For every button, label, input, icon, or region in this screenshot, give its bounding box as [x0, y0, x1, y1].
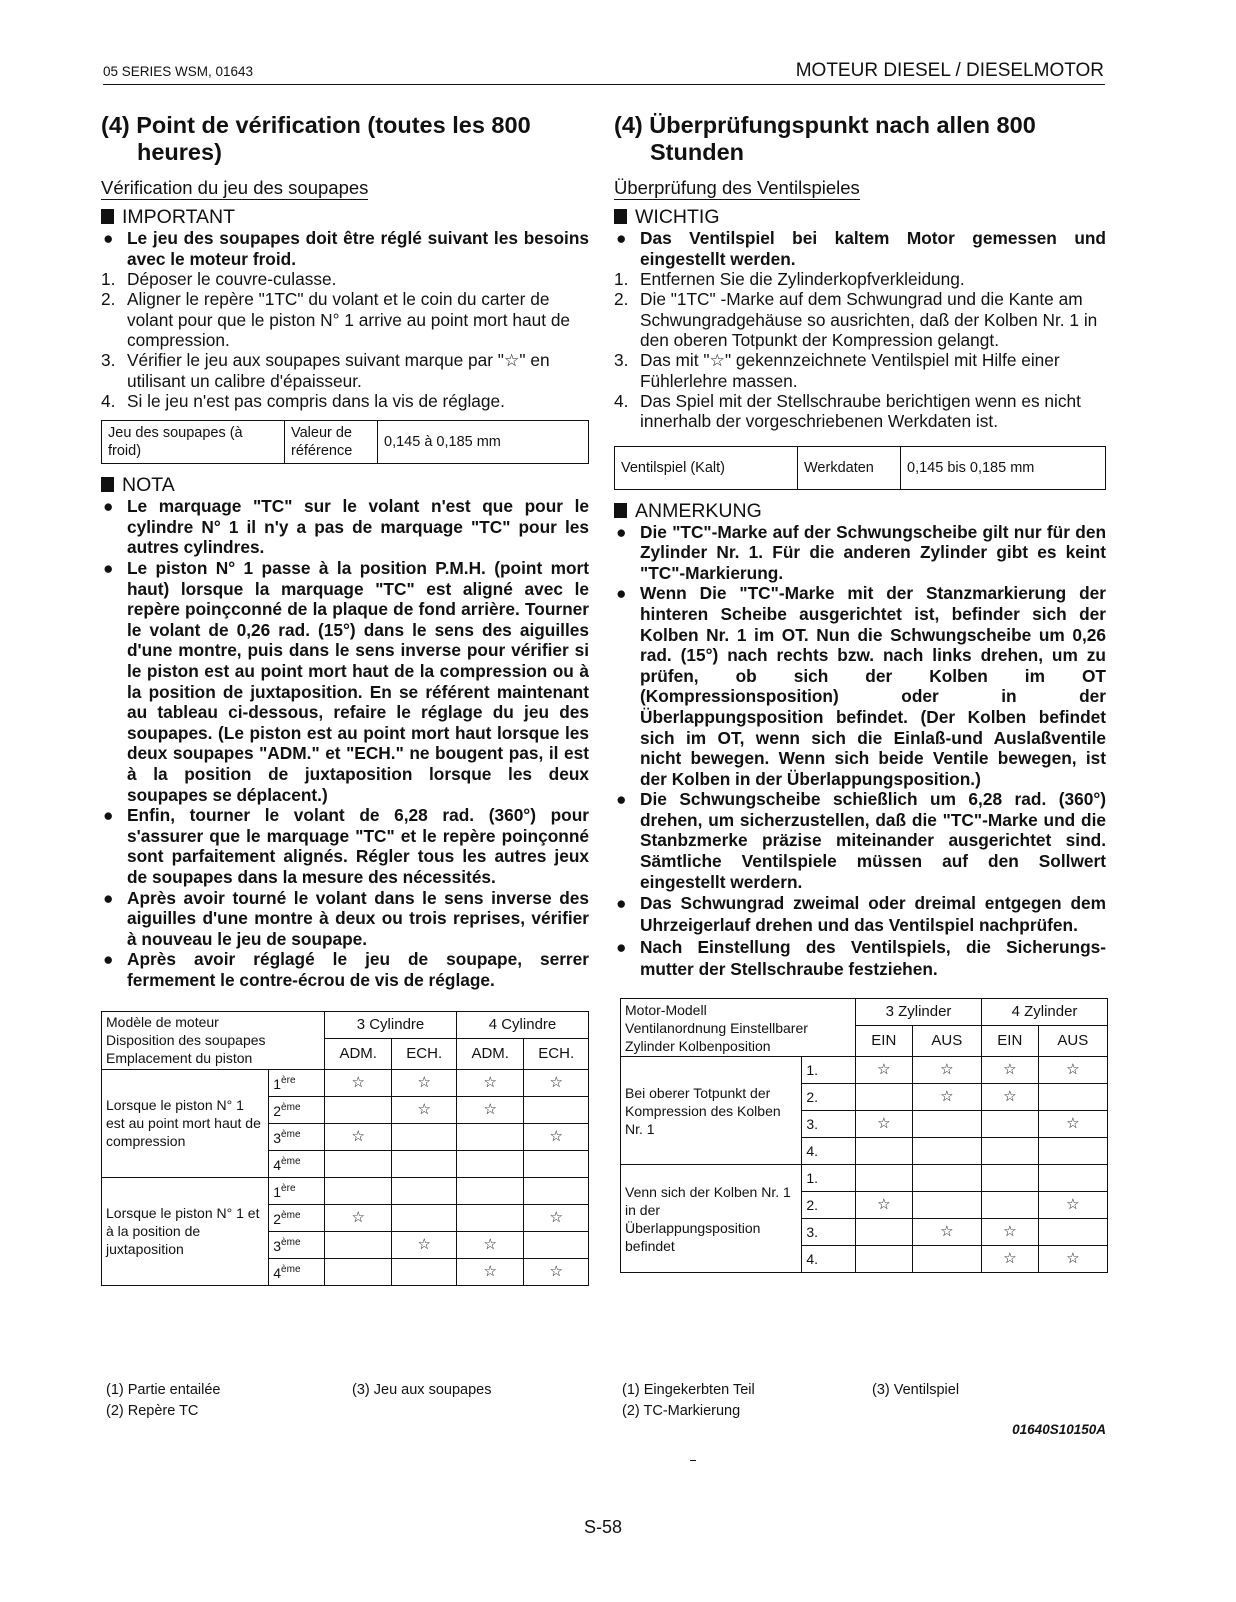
de-step: 1. Entfernen Sie die Zylinderkopfverkleidung.: [614, 269, 965, 290]
star-icon: ☆: [856, 1192, 913, 1219]
divider: [690, 1460, 696, 1461]
de-ordinal: 1.: [802, 1165, 856, 1192]
fr-col-adm: ADM.: [456, 1038, 523, 1069]
star-icon: ☆: [456, 1231, 523, 1258]
de-note: ● Die "TC"-Marke auf der Schwungscheibe gilt nur für den Zylinder Nr. 1. Für die anderen Zylinder gibt es keint "TC"-Markierung.: [616, 521, 1106, 583]
legend-item: (2) TC-Markierung: [622, 1403, 741, 1419]
fr-note-heading: NOTA: [101, 474, 589, 496]
de-step: 2. Die "1TC" -Marke auf dem Schwungrad und die Kante am Schwungradgehäuse so ausrichten, daß der Kolben Nr. 1 in den oberen Totpunkt der Kompression gelangt.: [614, 289, 1098, 351]
fr-ordinal: 2ème: [269, 1096, 325, 1123]
star-icon: ☆: [524, 1204, 589, 1231]
fr-ordinal: 2ème: [269, 1204, 325, 1231]
star-icon: ☆: [1038, 1057, 1107, 1084]
fr-group-tdc: Lorsque le piston N° 1 est au point mort haut de compression: [102, 1069, 269, 1177]
legend-item: (3) Ventilspiel: [872, 1382, 960, 1398]
fr-spec-value: 0,145 à 0,185 mm: [378, 421, 589, 464]
de-note-heading: ANMERKUNG: [614, 500, 1106, 522]
star-icon: ☆: [912, 1084, 981, 1111]
fr-subtitle: Vérification du jeu des soupapes: [101, 177, 369, 198]
de-spec-table: [614, 446, 1106, 490]
fr-legend-3: [352, 1380, 491, 1401]
de-table-header-left: Motor-ModellVentilanordnung EinstellbarerZylinder Kolbenposition: [621, 999, 856, 1057]
star-icon: ☆: [856, 1057, 913, 1084]
de-important-bullet: ● Das Ventilspiel bei kaltem Motor gemessen und eingestellt werden.: [616, 228, 1106, 269]
fr-spec-table: [101, 420, 589, 464]
fr-ordinal: 3ème: [269, 1123, 325, 1150]
star-icon: ☆: [1038, 1111, 1107, 1138]
fr-step: 2. Aligner le repère "1TC" du volant et le coin du carter de volant pour que le piston N° 1 arrive au point mort haut de compression.: [101, 289, 571, 351]
fr-group-overlap: Lorsque le piston N° 1 et à la position de juxtaposition: [102, 1177, 269, 1285]
fr-ordinal: 1ère: [269, 1177, 325, 1204]
de-note: ● Das Schwungrad zweimal oder dreimal entgegen dem Uhrzeigerlauf drehen und das Ventilspiel nachprüfen.: [616, 893, 1106, 936]
star-icon: ☆: [524, 1069, 589, 1096]
star-icon: ☆: [392, 1069, 457, 1096]
de-important-heading: WICHTIG: [614, 206, 1106, 228]
de-step: 3. Das mit "☆" gekennzeichnete Ventilspiel mit Hilfe einer Fühlerlehre massen.: [614, 350, 1060, 391]
square-bullet-icon: [614, 209, 627, 224]
star-icon: ☆: [524, 1258, 589, 1285]
page-number: S-58: [584, 1517, 623, 1537]
de-ordinal: 2.: [802, 1192, 856, 1219]
french-column: [101, 112, 589, 1286]
star-icon: ☆: [325, 1204, 392, 1231]
fr-step: 1. Déposer le couvre-culasse.: [101, 269, 337, 290]
legend-item: (3) Jeu aux soupapes: [352, 1382, 492, 1398]
fr-note: ● Le piston N° 1 passe à la position P.M.H. (point mort haut) lorsque la marquage "TC" est aligné avec le repère poinçconné de la plaque de fond arrière. Tourner le volant de 0,26 rad. (15°) dans le sens des aiguilles d'une montre, puis dans le sens inverse pour vérifier si le piston est au point mort haut de la compression ou à la position de juxtaposition. En se référent maintenant au tableau ci-dessous, refaire le réglage du jeu des soupapes. (Le piston est au point mort haut lorsque les deux soupapes "ADM." et "ECH." ne bougent pas, il est à la position de juxtaposition lorsque les deux soupapes se déplacent.): [103, 558, 589, 805]
de-legend-3: [872, 1380, 959, 1401]
de-group-tdc: Bei oberer Totpunkt der Kompression des Kolben Nr. 1: [621, 1057, 802, 1165]
fr-ordinal: 4ème: [269, 1258, 325, 1285]
de-spec-item: Ventilspiel (Kalt): [615, 446, 798, 489]
fr-ordinal: 1ère: [269, 1069, 325, 1096]
de-group-overlap: Venn sich der Kolben Nr. 1 in der Überlappungsposition befindet: [621, 1165, 802, 1273]
star-icon: ☆: [981, 1246, 1038, 1273]
de-ordinal: 3.: [802, 1219, 856, 1246]
fr-engine-3cyl: 3 Cylindre: [325, 1011, 457, 1038]
de-spec-ref: Werkdaten: [798, 446, 901, 489]
legend-item: (2) Repère TC: [106, 1403, 199, 1419]
star-icon: ☆: [392, 1096, 457, 1123]
de-engine-3cyl: 3 Zylinder: [856, 999, 982, 1026]
de-note: ● Wenn Die "TC"-Marke mit der Stanzmarkierung der hinteren Scheibe ausgerichtet ist, befinder sich der Kolben Nr. 1 im OT. Nun die Schwungscheibe um 0,26 rad. (15°) nach rechts bzw. nach links drehen, um zu prüfen, ob sich der Kolben im OT (Kompressionsposition) oder in der Überlappungsposition befindet. (Der Kolben befindet sich im OT, wenn sich die Einlaß-und Auslaßventile nicht bewegen. Wenn sich beide Ventile bewegen, ist der Kolben in der Überlappungsposition.): [616, 583, 1106, 789]
star-icon: ☆: [456, 1069, 523, 1096]
star-icon: ☆: [325, 1123, 392, 1150]
star-icon: ☆: [856, 1111, 913, 1138]
star-icon: ☆: [524, 1123, 589, 1150]
star-icon: ☆: [392, 1231, 457, 1258]
square-bullet-icon: [101, 209, 114, 224]
star-icon: ☆: [1038, 1192, 1107, 1219]
de-ordinal: 4.: [802, 1138, 856, 1165]
star-icon: ☆: [912, 1219, 981, 1246]
de-note: ● Nach Einstellung des Ventilspiels, die Sicherungs-mutter der Stellschraube festziehen.: [616, 937, 1106, 980]
de-ordinal: 4.: [802, 1246, 856, 1273]
star-icon: ☆: [912, 1057, 981, 1084]
de-title: (4) Überprüfungspunkt nach allen 800 Stunden: [614, 112, 1036, 165]
fr-table-header-left: Modèle de moteurDisposition des soupapesEmplacement du piston: [102, 1011, 325, 1069]
star-icon: ☆: [456, 1258, 523, 1285]
de-spec-value: 0,145 bis 0,185 mm: [901, 446, 1106, 489]
fr-note: ● Le marquage "TC" sur le volant n'est que pour le cylindre N° 1 il n'y a pas de marquage "TC" pour les autres cylindres.: [103, 496, 589, 558]
fr-ordinal: 3ème: [269, 1231, 325, 1258]
header-doc-id: 05 SERIES WSM, 01643: [103, 64, 254, 79]
fr-note: ● Après avoir réglagé le jeu de soupape, serrer fermement le contre-écrou de vis de réglage.: [103, 949, 589, 990]
de-ordinal: 3.: [802, 1111, 856, 1138]
de-col-aus: AUS: [912, 1026, 981, 1057]
de-legend: [622, 1380, 755, 1422]
legend-item: (1) Partie entailée: [106, 1382, 221, 1398]
legend-item: (1) Eingekerbten Teil: [622, 1382, 755, 1398]
header-rule: [103, 84, 1105, 85]
fr-step: 3. Vérifier le jeu aux soupapes suivant marque par "☆" en utilisant un calibre d'épaisseur.: [101, 350, 550, 391]
star-icon: ☆: [981, 1057, 1038, 1084]
fr-note: ● Après avoir tourné le volant dans le sens inverse des aiguilles d'une montre à deux ou trois reprises, vérifier à nouveau le jeu de soupape.: [103, 887, 589, 949]
de-note: ● Die Schwungscheibe schießlich um 6,28 rad. (360°) drehen, um sicherzustellen, daß die "TC"-Marke und die Stanbzmerke präzise miteinander ausgerichtet sind. Sämtliche Ventilspiele müssen auf den Sollwert eingestellt werdern.: [616, 789, 1106, 892]
star-icon: ☆: [981, 1084, 1038, 1111]
fr-engine-4cyl: 4 Cylindre: [456, 1011, 588, 1038]
document-code: 01640S10150A: [1012, 1422, 1106, 1437]
star-icon: ☆: [981, 1219, 1038, 1246]
german-column: [614, 112, 1106, 1273]
de-ordinal: 2.: [802, 1084, 856, 1111]
header-section-title: MOTEUR DIESEL / DIESELMOTOR: [795, 60, 1104, 81]
fr-important-heading: IMPORTANT: [101, 206, 589, 228]
fr-important-bullet: ● Le jeu des soupapes doit être réglé suivant les besoins avec le moteur froid.: [103, 228, 589, 269]
fr-legend: [106, 1380, 220, 1422]
fr-step: 4. Si le jeu n'est pas compris dans la vis de réglage.: [101, 390, 505, 411]
fr-valve-table: [101, 1011, 589, 1286]
de-ordinal: 1.: [802, 1057, 856, 1084]
star-icon: ☆: [456, 1096, 523, 1123]
fr-ordinal: 4ème: [269, 1150, 325, 1177]
square-bullet-icon: [101, 477, 114, 492]
fr-note: ● Enfin, tourner le volant de 6,28 rad. (360°) pour s'assurer que le marquage "TC" et le repère poinçonné sont parfaitement alignés. Régler tous les autres jeux de soupapes dans la mesure des nécessités.: [103, 805, 589, 887]
de-col-aus: AUS: [1038, 1026, 1107, 1057]
de-engine-4cyl: 4 Zylinder: [981, 999, 1107, 1026]
fr-spec-ref: Valeur de référence: [285, 421, 378, 464]
square-bullet-icon: [614, 503, 627, 518]
star-icon: ☆: [1038, 1246, 1107, 1273]
star-icon: ☆: [325, 1069, 392, 1096]
de-col-ein: EIN: [856, 1026, 913, 1057]
fr-col-ech: ECH.: [524, 1038, 589, 1069]
de-valve-table: [620, 998, 1108, 1273]
de-step: 4. Das Spiel mit der Stellschraube berichtigen wenn es nicht innerhalb der vorgeschriebenen Werkdaten ist.: [614, 390, 1081, 432]
fr-col-ech: ECH.: [392, 1038, 457, 1069]
de-subtitle: Überprüfung des Ventilspieles: [614, 177, 860, 198]
de-col-ein: EIN: [981, 1026, 1038, 1057]
fr-col-adm: ADM.: [325, 1038, 392, 1069]
fr-spec-item: Jeu des soupapes (à froid): [102, 421, 285, 464]
fr-title: (4) Point de vérification (toutes les 800 heures): [101, 112, 531, 165]
